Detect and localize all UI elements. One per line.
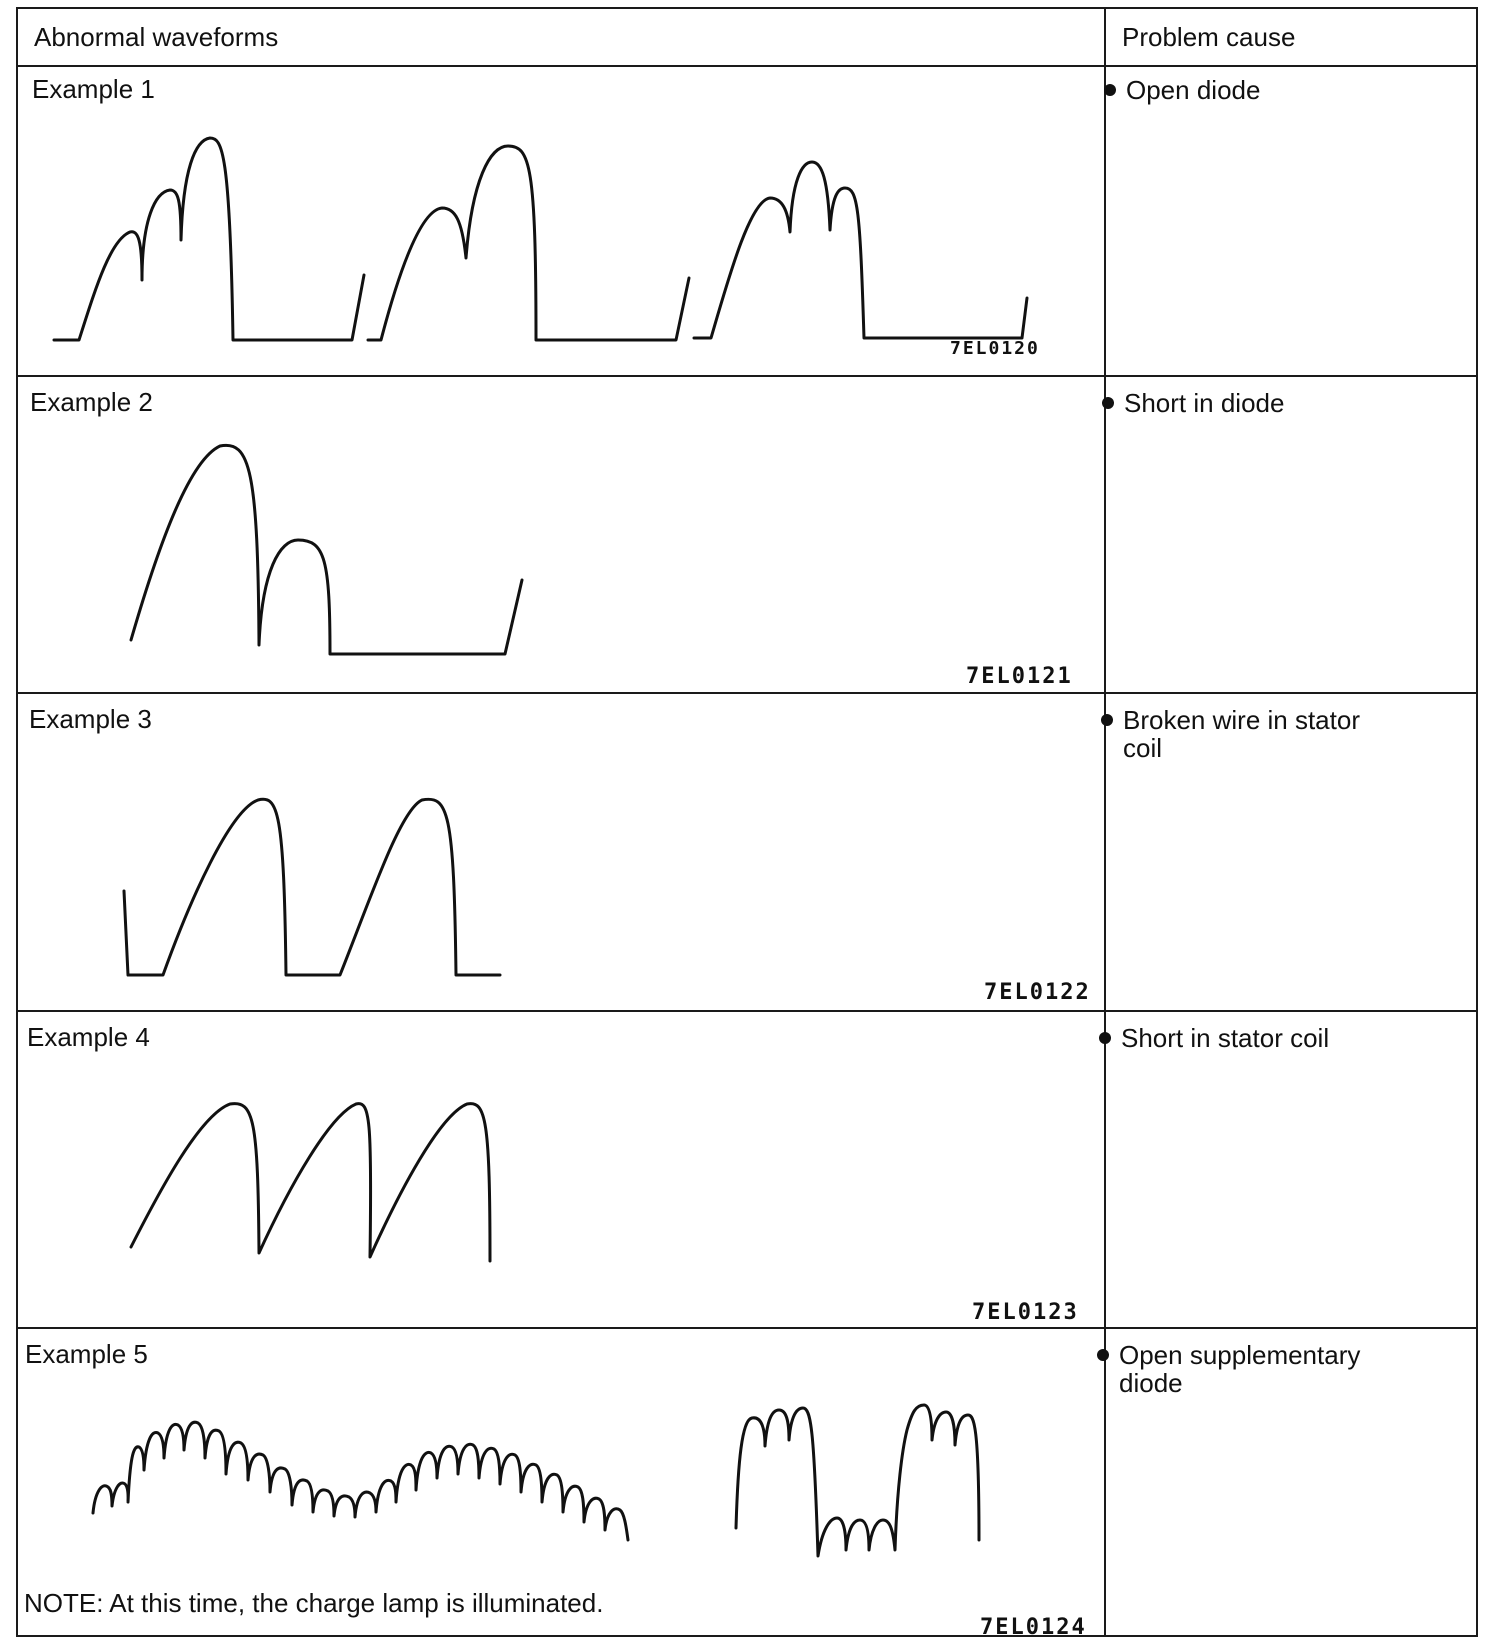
- waveform-example-2: [131, 445, 522, 654]
- example-label: Example 5: [25, 1339, 148, 1369]
- waveform-example-5b: [736, 1405, 979, 1556]
- problem-cause: Broken wire in stator coil: [1101, 706, 1431, 762]
- problem-cause: Short in diode: [1102, 389, 1432, 417]
- figure-code: 7EL0123: [972, 1300, 1079, 1325]
- waveform-example-1c: [694, 162, 1027, 338]
- figure-code: 7EL0122: [984, 980, 1091, 1005]
- figure-code: 7EL0124: [980, 1615, 1087, 1640]
- example-label: Example 3: [29, 704, 152, 734]
- note-text: NOTE: At this time, the charge lamp is illuminated.: [24, 1588, 604, 1618]
- waveform-example-3: [124, 799, 500, 975]
- waveform-example-4: [131, 1104, 490, 1261]
- waveform-example-1b: [368, 146, 689, 340]
- example-label: Example 1: [32, 74, 155, 104]
- figure-code: 7EL0121: [966, 664, 1073, 689]
- problem-cause: Open diode: [1104, 76, 1434, 104]
- example-label: Example 4: [27, 1022, 150, 1052]
- header-waveforms: Abnormal waveforms: [34, 21, 279, 52]
- example-label: Example 2: [30, 387, 153, 417]
- figure-code: 7EL0120: [950, 338, 1040, 359]
- problem-cause: Short in stator coil: [1099, 1024, 1429, 1052]
- header-cause: Problem cause: [1122, 21, 1296, 52]
- waveform-example-1a: [54, 138, 364, 340]
- waveform-example-5a: [93, 1422, 628, 1540]
- problem-cause: Open supplementary diode: [1097, 1341, 1427, 1397]
